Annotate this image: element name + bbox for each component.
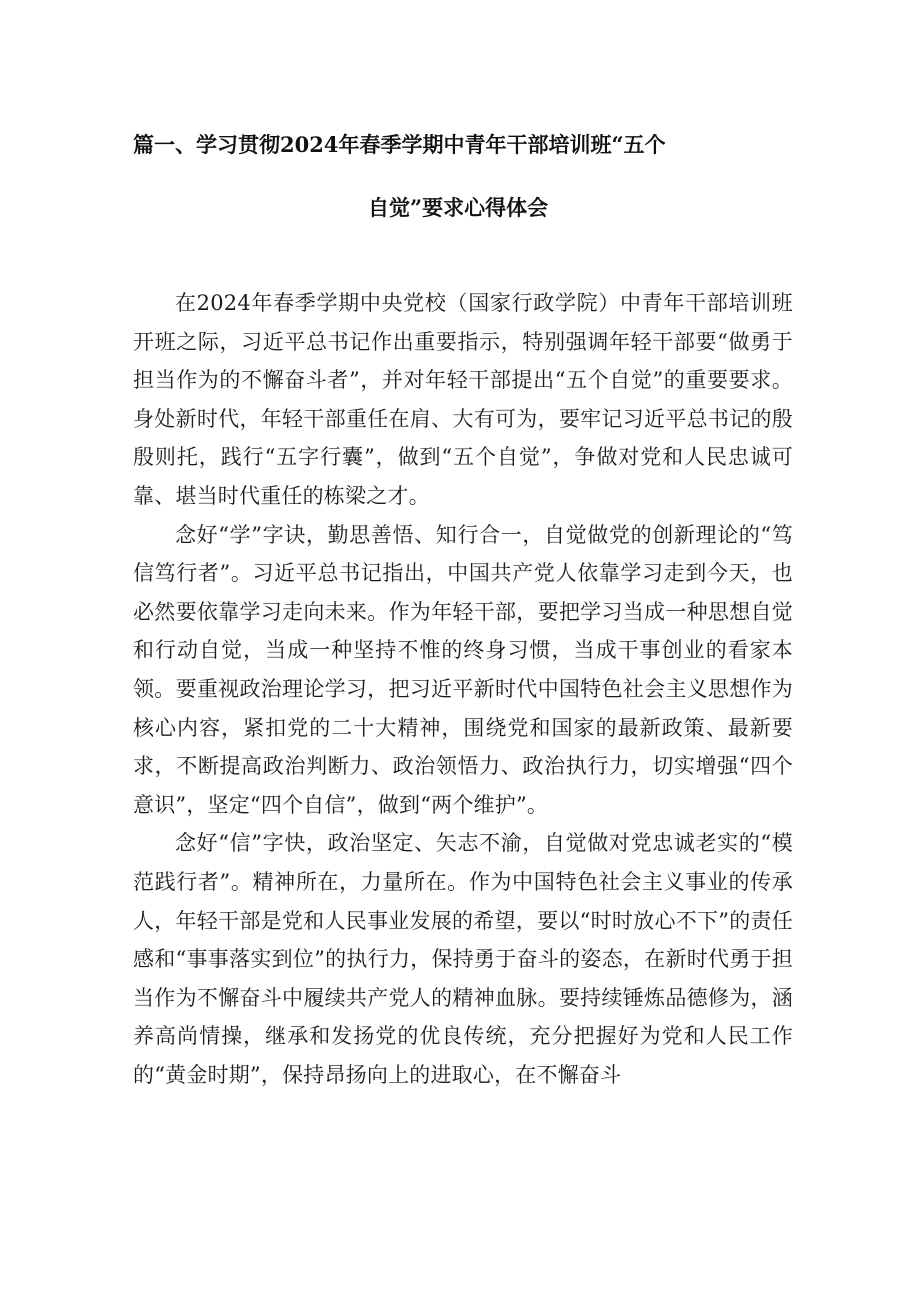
document-body	[133, 284, 793, 1094]
paragraph-2: 念好“学”字诀，勤思善悟、知行合一，自觉做党的创新理论的“笃信笃行者”。习近平总书记指出，中国共产党人依靠学习走到今天，也必然要依靠学习走向未来。作为年轻干部，要把学习当成一种思想自觉和行动自觉，当成一种坚持不惟的终身习惯，当成干事创业的看家本领。要重视政治理论学习，把习近平新时代中国特色社会主义思想作为核心内容，紧扣党的二十大精神，围绕党和国家的最新政策、最新要求，不断提高政治判断力、政治领悟力、政治执行力，切实增强“四个意识”，坚定“四个自信”，做到“两个维护”。	[133, 522, 793, 817]
paragraph-3: 念好“信”字快，政治坚定、矢志不渝，自觉做对党忠诚老实的“模范践行者”。精神所在，力量所在。作为中国特色社会主义事业的传承人，年轻干部是党和人民事业发展的希望，要以“时时放心不下”的责任感和“事事落实到位”的执行力，保持勇于奋斗的姿态，在新时代勇于担当作为不懈奋斗中履续共产党人的精神血脉。要持续锤炼品德修为，涵养高尚情操，继承和发扬党的优良传统，充分把握好为党和人民工作的“黄金时期”，保持昂扬向上的进取心，在不懈奋斗	[133, 831, 793, 1087]
title-line-1: 篇一、学习贯彻2024年春季学期中青年干部培训班“五个	[133, 132, 666, 157]
title-line-2: 自觉”要求心得体会	[368, 195, 549, 220]
paragraph-1: 在2024年春季学期中央党校（国家行政学院）中青年干部培训班开班之际，习近平总书记作出重要指示，特别强调年轻干部要“做勇于担当作为的不懈奋斗者”，并对年轻干部提出“五个自觉”的重要要求。身处新时代，年轻干部重任在肩、大有可为，要牢记习近平总书记的殷殷则托，践行“五字行囊”，做到“五个自觉”，争做对党和人民忠诚可靠、堪当时代重任的栋梁之才。	[133, 291, 793, 508]
